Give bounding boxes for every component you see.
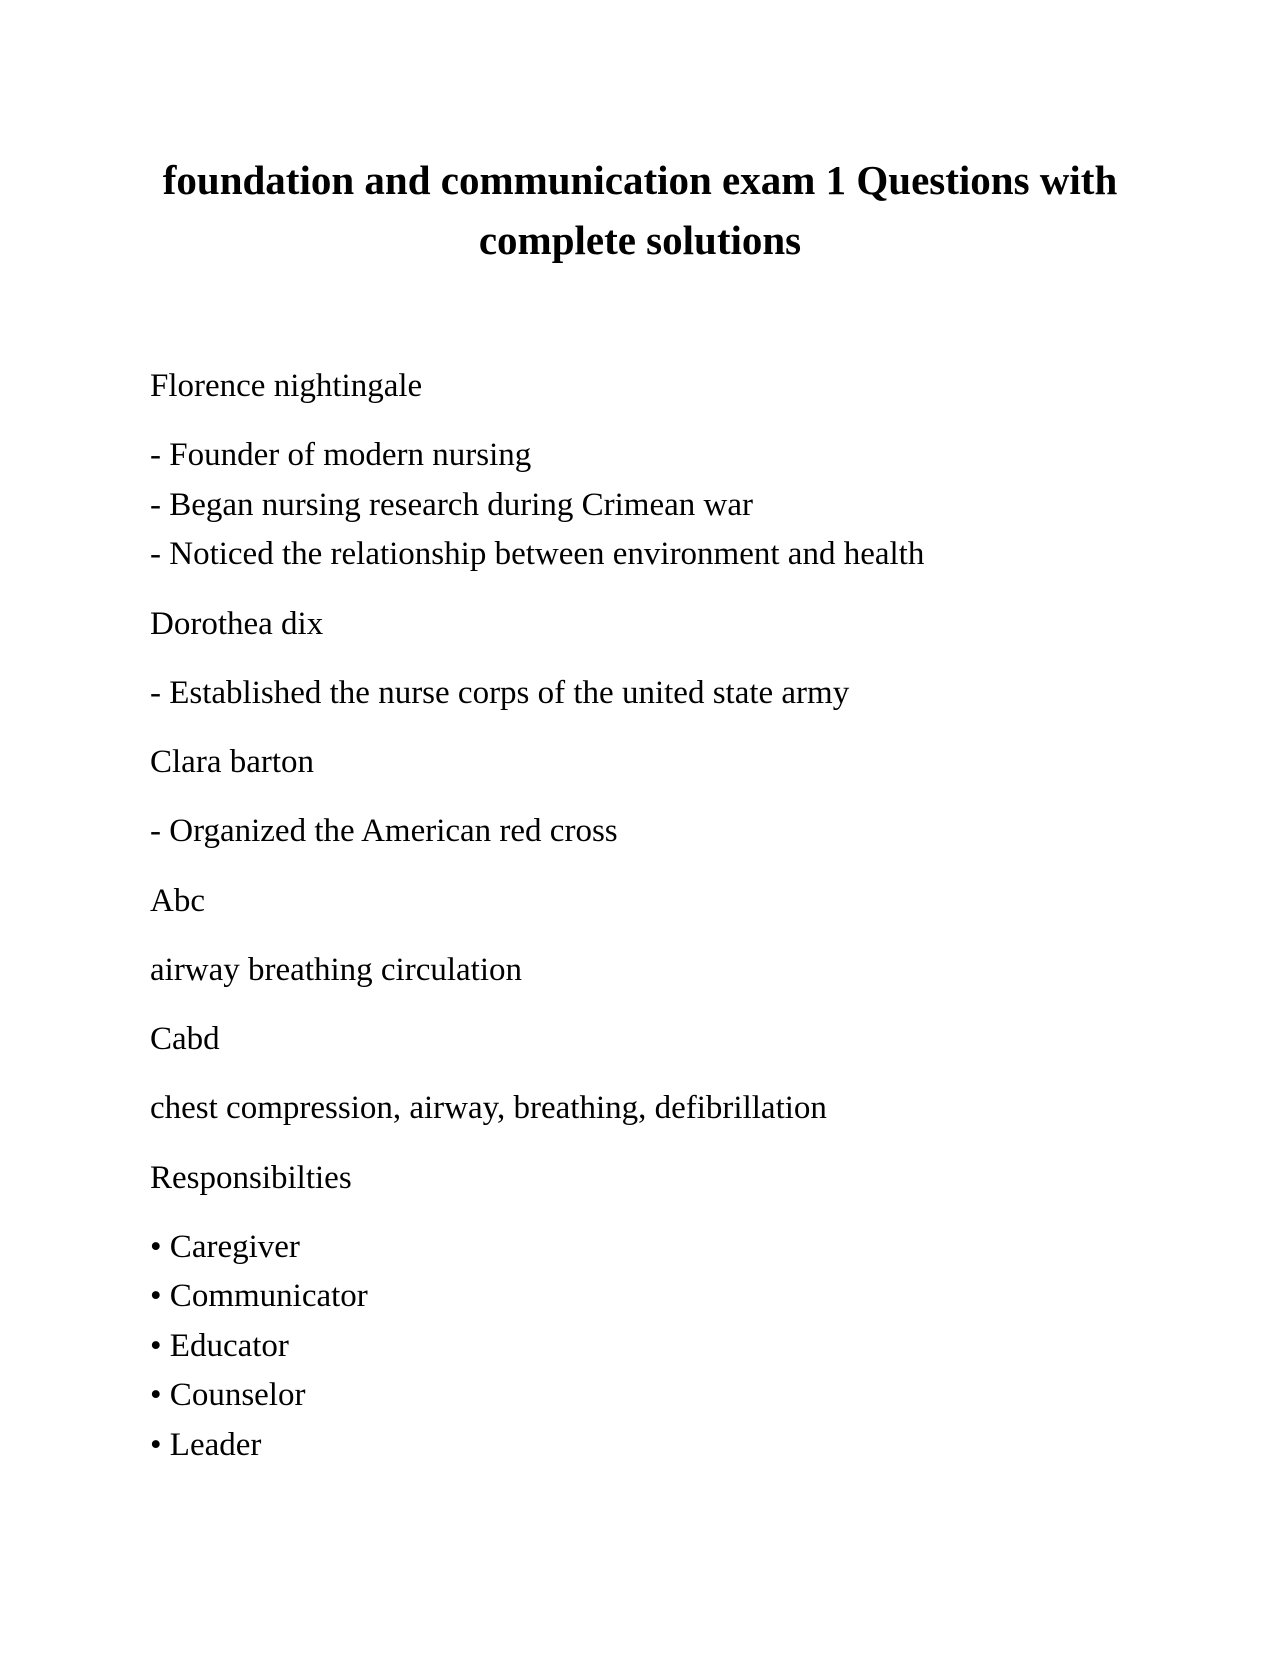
term-label: Abc xyxy=(150,882,205,919)
bullet-item: • Caregiver xyxy=(150,1228,300,1265)
definition-block xyxy=(150,669,1150,719)
term-label: Clara barton xyxy=(150,744,315,780)
term-label: Florence nightingale xyxy=(150,368,423,404)
term-label: Dorothea dix xyxy=(150,605,324,642)
definition-block xyxy=(150,946,1150,996)
definition-line: chest compression, airway, breathing, defibrillation xyxy=(150,1090,827,1126)
definition-block xyxy=(150,1084,1150,1134)
definition-line: - Organized the American red cross xyxy=(150,813,618,849)
definition-block xyxy=(150,1223,1150,1471)
flashcard-responsibilities xyxy=(150,1154,1150,1471)
flashcard-cabd xyxy=(150,1015,1150,1134)
definition-line: - Noticed the relationship between environment and health xyxy=(150,536,925,572)
definition-block xyxy=(150,431,1150,580)
flashcard-florence-nightingale xyxy=(150,362,1150,580)
document-title: foundation and communication exam 1 Questions with complete solutions xyxy=(162,157,1118,263)
flashcard-abc xyxy=(150,877,1150,996)
definition-line: - Established the nurse corps of the united state army xyxy=(150,674,850,711)
bullet-item: • Educator xyxy=(150,1327,289,1364)
term-label: Responsibilties xyxy=(150,1159,352,1196)
definition-line: - Began nursing research during Crimean war xyxy=(150,486,753,523)
definition-line: airway breathing circulation xyxy=(150,951,523,988)
bullet-item: • Leader xyxy=(150,1426,262,1463)
flashcard-dorothea-dix xyxy=(150,600,1150,719)
definition-block xyxy=(150,807,1150,857)
definition-line: - Founder of modern nursing xyxy=(150,437,532,473)
bullet-item: • Communicator xyxy=(150,1278,368,1314)
term-label: Cabd xyxy=(150,1021,220,1057)
bullet-item: • Counselor xyxy=(150,1377,306,1413)
flashcard-list xyxy=(150,362,1150,1490)
flashcard-clara-barton xyxy=(150,738,1150,857)
